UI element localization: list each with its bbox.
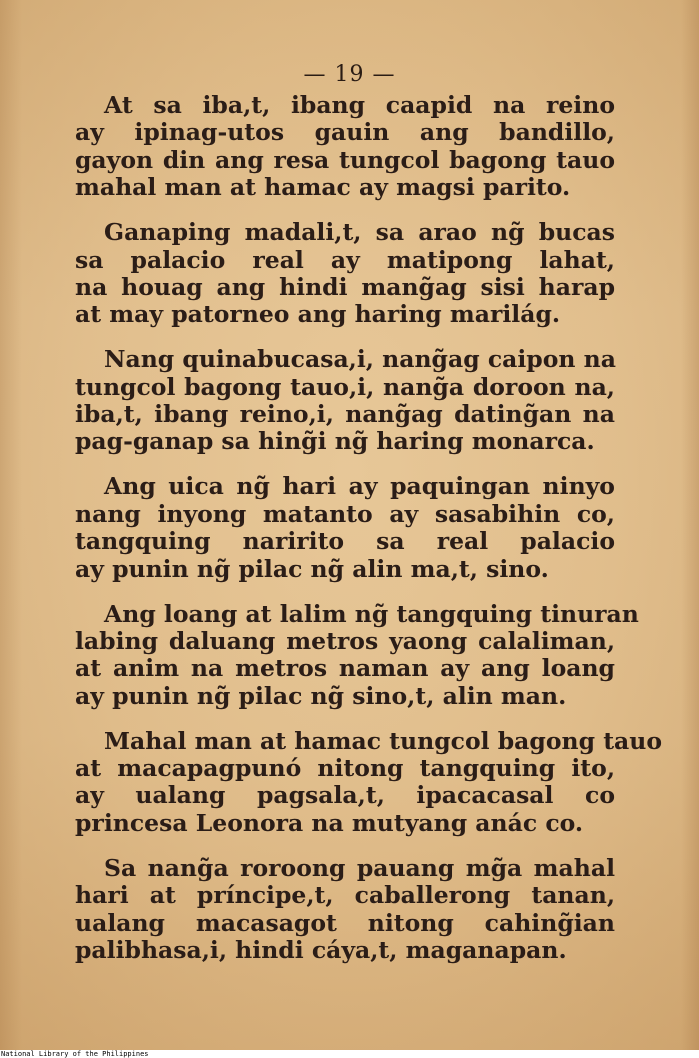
stanza-3-line-3: iba,t, ibang reino,i, nang̃ag dating̃an na xyxy=(75,400,615,429)
stanza-7-line-1: Sa nang̃a roroong pauang mg̃a mahal xyxy=(104,853,615,882)
stanza-4-line-2: nang inyong matanto ay sasabihin co, xyxy=(75,499,615,528)
stanza-6-line-4: princesa Leonora na mutyang anác co. xyxy=(75,808,584,837)
stanza-7 xyxy=(75,855,655,965)
stanza-7-line-2: hari at príncipe,t, caballerong tanan, xyxy=(75,881,615,910)
stanza-4-line-3: tangquing naririto sa real palacio xyxy=(75,527,615,556)
page-number: — 19 — xyxy=(303,62,396,87)
stanza-1-line-3: gayon din ang resa tungcol bagong tauo xyxy=(75,145,615,174)
stanza-4-line-1: Ang uica ng̃ hari ay paquingan ninyo xyxy=(104,472,615,501)
stanza-7-line-4: palibhasa,i, hindi cáya,t, maganapan. xyxy=(75,935,567,964)
stanza-7-line-3: ualang macasagot nitong cahing̃ian xyxy=(75,908,615,937)
stanza-5-line-1: Ang loang at lalim ng̃ tangquing tinuran xyxy=(104,599,639,628)
stanza-3-line-1: Nang quinabucasa,i, nang̃ag caipon na xyxy=(104,345,616,374)
stanza-6-line-3: ay ualang pagsala,t, ipacacasal co xyxy=(75,781,615,810)
stanza-5-line-2: labing daluang metros yaong calaliman, xyxy=(75,626,615,655)
stanza-2-line-2: sa palacio real ay matipong lahat, xyxy=(75,245,615,274)
stanza-2-line-4: at may patorneo ang haring marilág. xyxy=(75,300,561,329)
page-shadow-right xyxy=(681,0,699,1050)
stanza-2-line-3: na houag ang hindi mang̃ag sisi harap xyxy=(75,272,615,301)
stanza-1-line-4: mahal man at hamac ay magsi parito. xyxy=(75,173,571,202)
stanza-3-line-2: tungcol bagong tauo,i, nang̃a doroon na, xyxy=(75,372,615,401)
poem-text xyxy=(75,91,663,982)
stanza-5-line-3: at anim na metros naman ay ang loang xyxy=(75,654,615,683)
stanza-1-line-1: At sa iba,t, ibang caapid na reino xyxy=(104,91,615,119)
stanza-2 xyxy=(75,219,655,329)
stanza-4 xyxy=(75,473,655,583)
library-credit: National Library of the Philippines xyxy=(1,1050,149,1058)
footer-bar xyxy=(0,1050,699,1058)
stanza-6 xyxy=(75,726,663,838)
stanza-1-line-2: ay ipinag-utos gauin ang bandillo, xyxy=(75,118,615,147)
page-shadow-left xyxy=(0,0,22,1050)
stanza-1 xyxy=(75,92,655,202)
stanza-2-line-1: Ganaping madali,t, sa arao ng̃ bucas xyxy=(104,218,615,247)
stanza-6-line-2: at macapagpunó nitong tangquing ito, xyxy=(75,754,615,783)
stanza-5 xyxy=(75,601,655,711)
stanza-6-line-1: Mahal man at hamac tungcol bagong tauo xyxy=(104,726,663,755)
stanza-3 xyxy=(75,346,655,456)
stanza-3-line-4: pag-ganap sa hing̃i ng̃ haring monarca. xyxy=(75,427,595,456)
stanza-4-line-4: ay punin ng̃ pilac ng̃ alin ma,t, sino. xyxy=(75,554,549,583)
stanza-5-line-4: ay punin ng̃ pilac ng̃ sino,t, alin man. xyxy=(75,681,567,710)
